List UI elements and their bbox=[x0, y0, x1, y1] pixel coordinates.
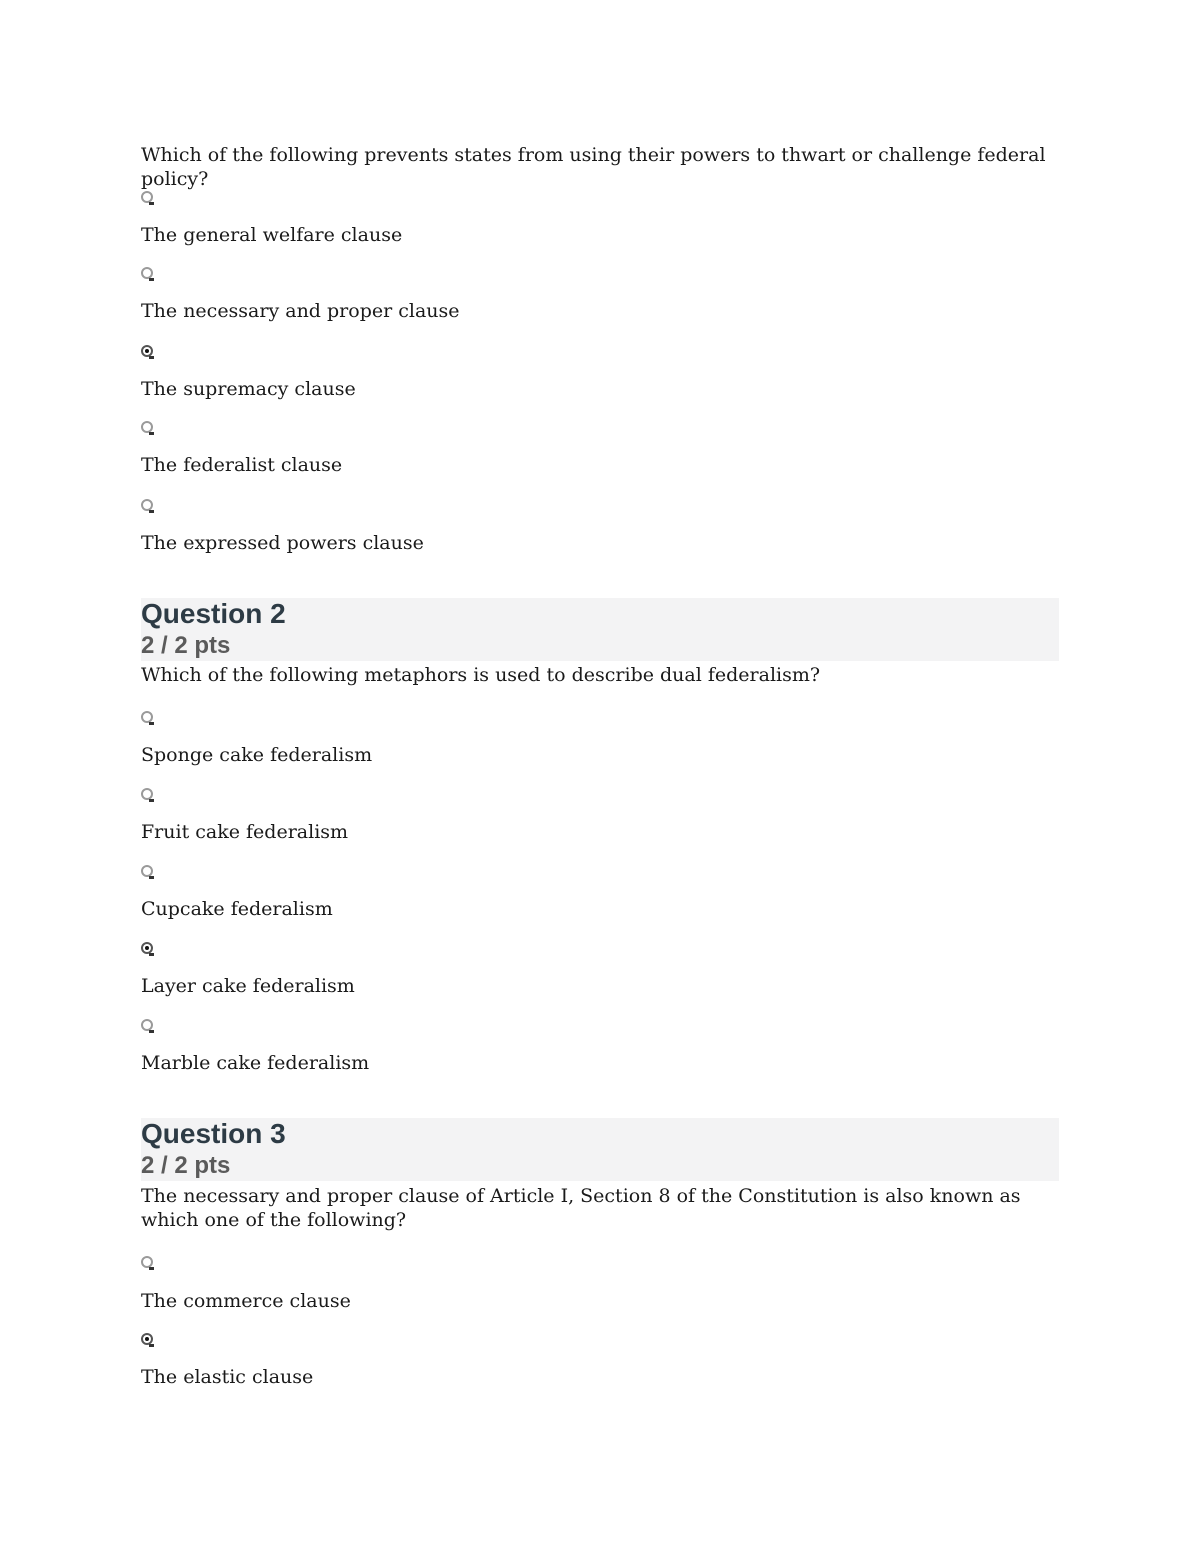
question-3-title: Question 3 bbox=[141, 1118, 286, 1149]
question-2-prompt: Which of the following metaphors is used to describe dual federalism? bbox=[141, 664, 821, 686]
question-2-header bbox=[141, 598, 1059, 661]
question-2-radio-5[interactable] bbox=[141, 1019, 153, 1031]
question-1-answer-3[interactable]: The supremacy clause bbox=[141, 378, 356, 400]
question-2-answer-5[interactable]: Marble cake federalism bbox=[141, 1052, 370, 1074]
question-3-header bbox=[141, 1118, 1059, 1181]
question-2-answer-4[interactable]: Layer cake federalism bbox=[141, 975, 355, 997]
question-2-points: 2 / 2 pts bbox=[141, 632, 231, 659]
question-1-radio-5[interactable] bbox=[141, 499, 153, 511]
question-1-answer-4[interactable]: The federalist clause bbox=[141, 454, 343, 476]
question-3-points: 2 / 2 pts bbox=[141, 1152, 231, 1179]
question-3-answer-2[interactable]: The elastic clause bbox=[141, 1366, 314, 1388]
question-1-answer-5[interactable]: The expressed powers clause bbox=[141, 532, 424, 554]
question-2-answer-2[interactable]: Fruit cake federalism bbox=[141, 821, 349, 843]
question-1-radio-3-selected[interactable] bbox=[141, 345, 153, 357]
question-2-title: Question 2 bbox=[141, 598, 286, 629]
question-3-answer-1[interactable]: The commerce clause bbox=[141, 1290, 351, 1312]
question-2-radio-3[interactable] bbox=[141, 865, 153, 877]
question-3-prompt: The necessary and proper clause of Article I, Section 8 of the Constitution is also known as which one of the following? bbox=[141, 1185, 1021, 1231]
question-1-radio-4[interactable] bbox=[141, 421, 153, 433]
question-3-radio-1[interactable] bbox=[141, 1256, 153, 1268]
question-1-radio-2[interactable] bbox=[141, 267, 153, 279]
question-1-radio-1[interactable] bbox=[141, 191, 153, 203]
question-2-answer-1[interactable]: Sponge cake federalism bbox=[141, 744, 373, 766]
question-1-prompt: Which of the following prevents states from using their powers to thwart or challenge federal policy? bbox=[141, 144, 1046, 190]
question-3-radio-2-selected[interactable] bbox=[141, 1333, 153, 1345]
question-2-radio-2[interactable] bbox=[141, 788, 153, 800]
question-2-radio-1[interactable] bbox=[141, 711, 153, 723]
question-2-radio-4-selected[interactable] bbox=[141, 942, 153, 954]
question-1-answer-1[interactable]: The general welfare clause bbox=[141, 224, 403, 246]
question-2-answer-3[interactable]: Cupcake federalism bbox=[141, 898, 333, 920]
question-1-answer-2[interactable]: The necessary and proper clause bbox=[141, 300, 460, 322]
